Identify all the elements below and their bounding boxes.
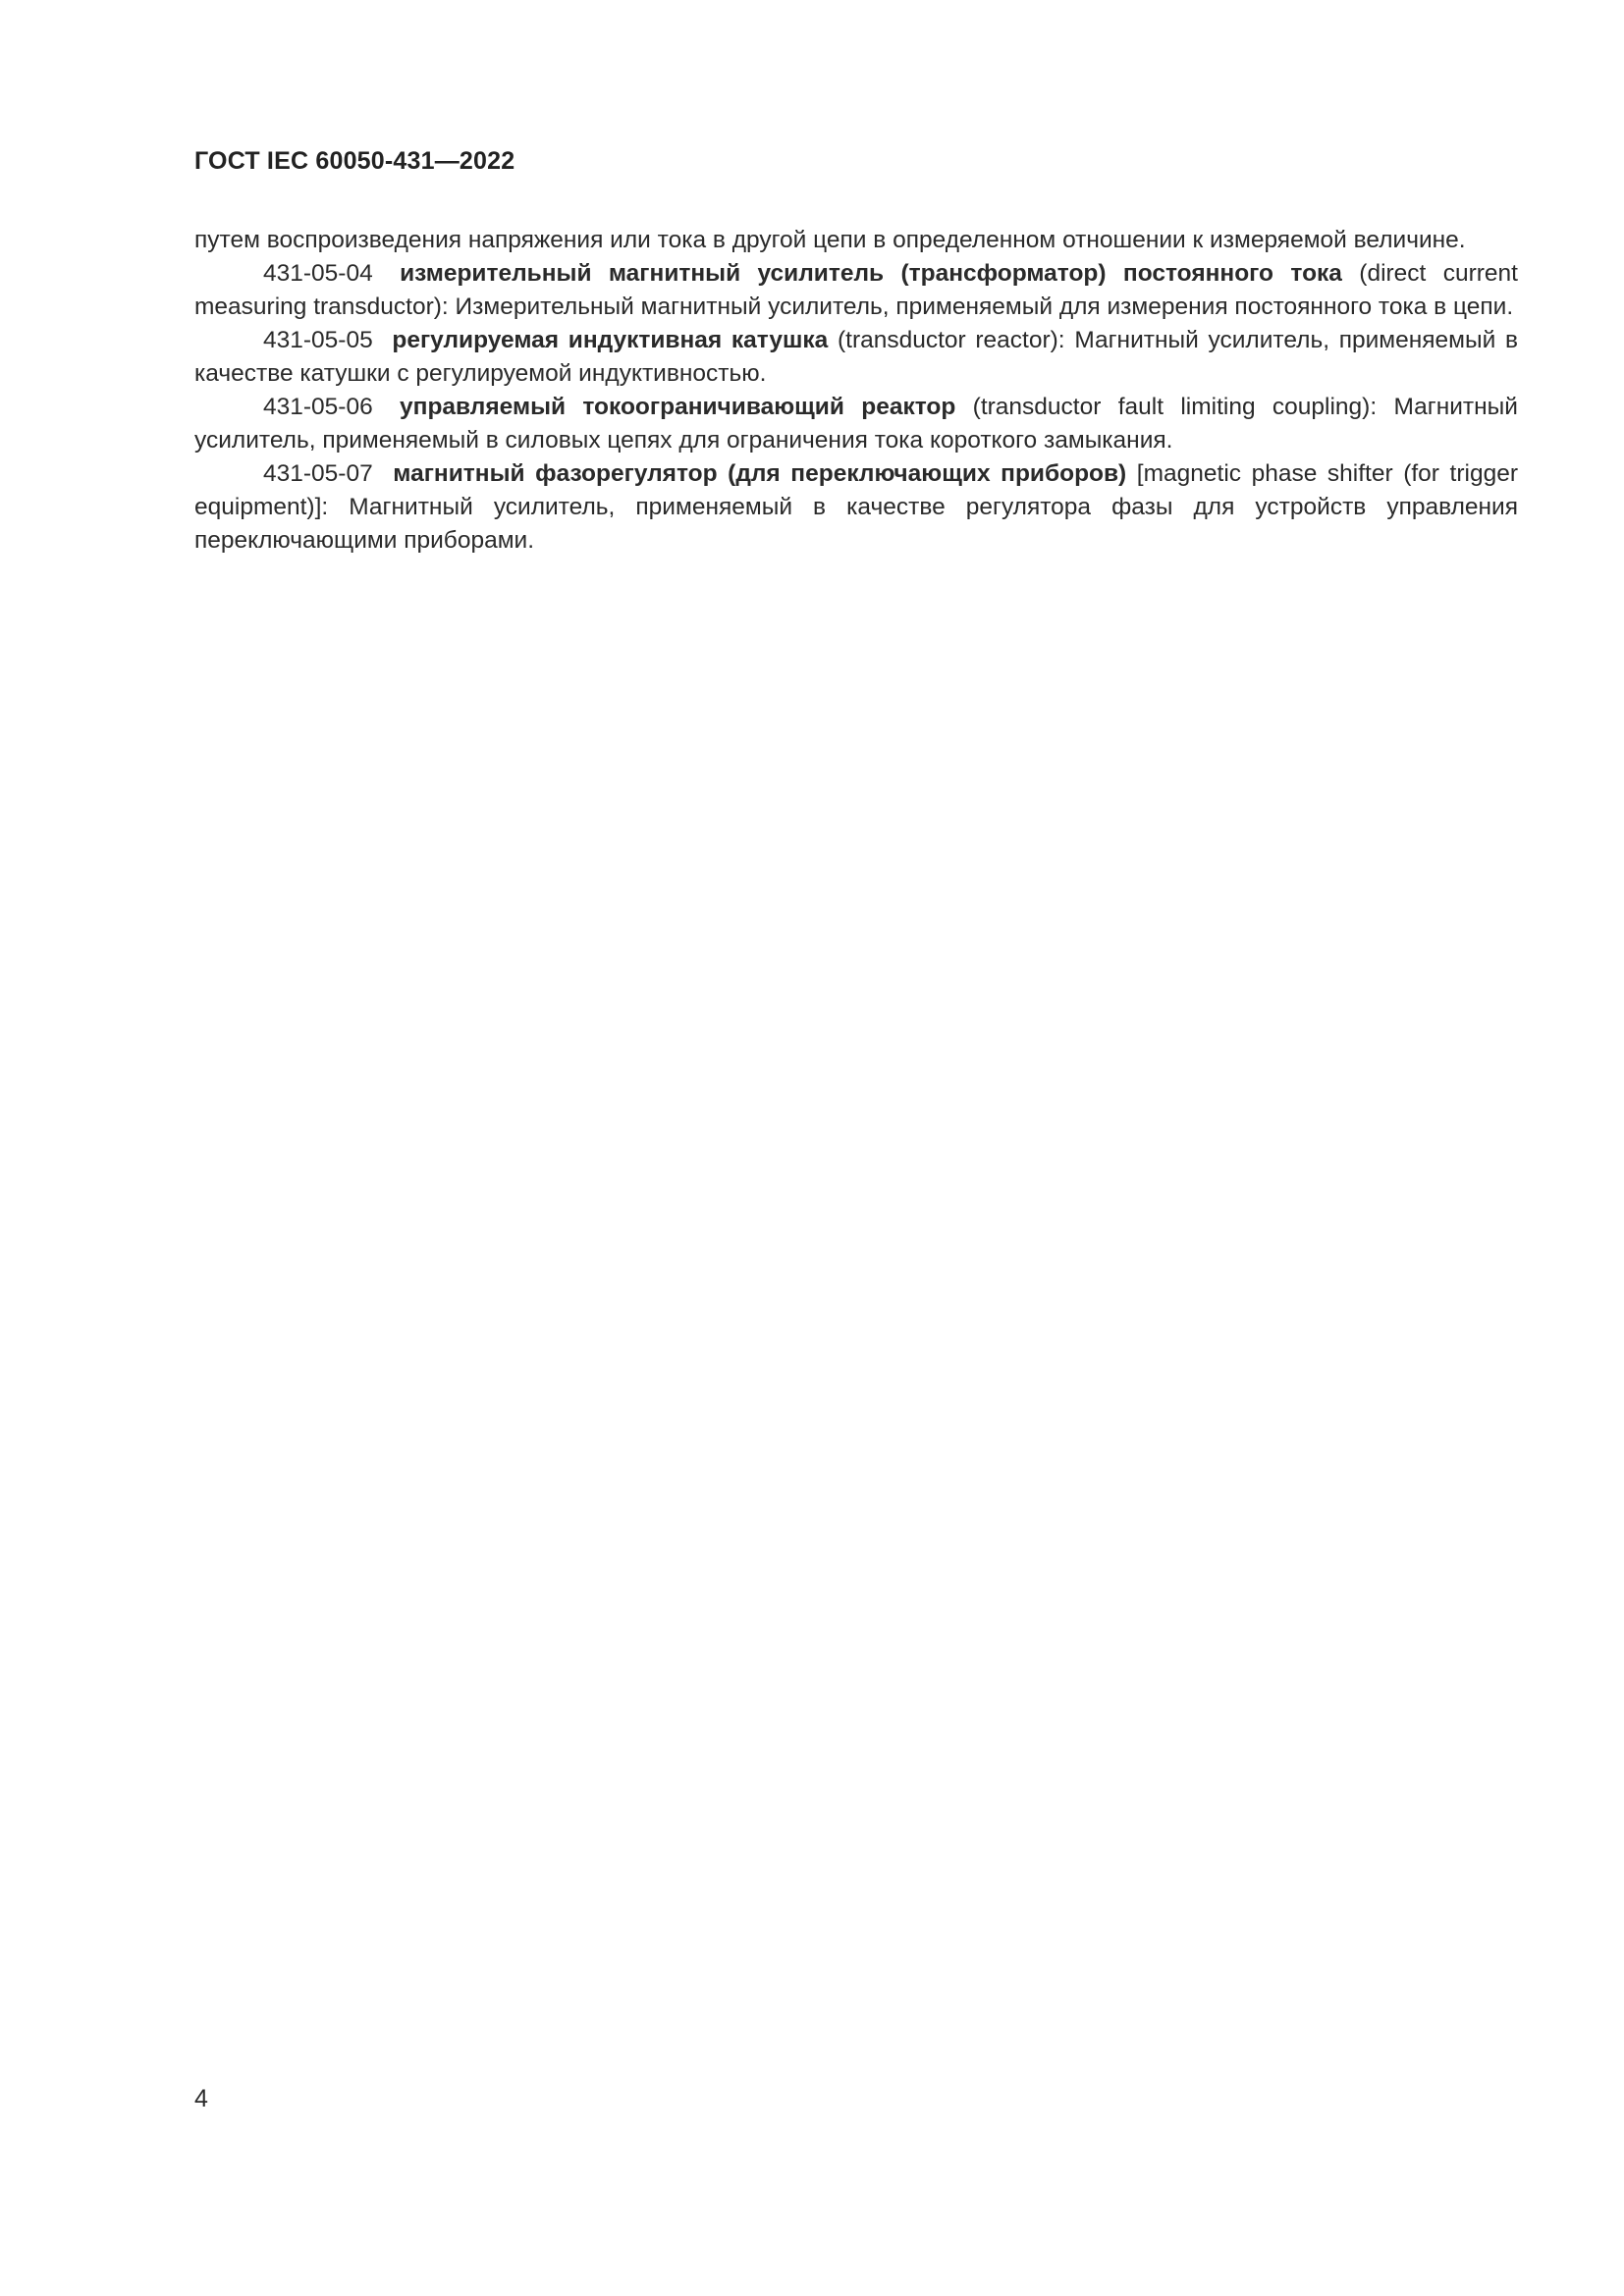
entry-number: 431-05-05: [263, 327, 373, 353]
document-header: ГОСТ IEC 60050-431—2022: [194, 147, 515, 175]
term-entry-431-05-06: [194, 391, 1518, 457]
entry-english-term: (transductor reactor):: [838, 327, 1065, 353]
entry-term: магнитный фазорегулятор (для переключающих приборов): [393, 460, 1127, 487]
entry-number: 431-05-07: [263, 460, 373, 487]
continuation-paragraph: путем воспроизведения напряжения или тока в другой цепи в определенном отношении к измеряемой величине.: [194, 227, 1466, 253]
term-entry-431-05-05: [194, 324, 1518, 391]
document-body: [194, 224, 1518, 558]
page-number: 4: [194, 2085, 208, 2112]
entry-english-term: [magnetic phase shifter (for trigger equipment)]:: [194, 460, 1518, 520]
entry-definition: Магнитный усилитель, применяемый в силовых цепях для ограничения тока короткого замыкания.: [194, 394, 1518, 454]
entry-definition: Магнитный усилитель, применяемый в качестве регулятора фазы для устройств управления переключающими приборами.: [194, 494, 1518, 554]
entry-number: 431-05-06: [263, 394, 373, 420]
entry-english-term: (direct current measuring transductor):: [194, 260, 1518, 320]
entry-definition: Измерительный магнитный усилитель, применяемый для измерения постоянного тока в цепи.: [455, 294, 1514, 320]
entry-term: управляемый токоограничивающий реактор: [400, 394, 956, 420]
entry-term: измерительный магнитный усилитель (трансформатор) постоянного тока: [400, 260, 1342, 287]
entry-number: 431-05-04: [263, 260, 373, 287]
term-entry-431-05-07: [194, 457, 1518, 558]
term-entry-431-05-04: [194, 257, 1518, 324]
entry-definition: Магнитный усилитель, применяемый в качестве катушки с регулируемой индуктивностью.: [194, 327, 1518, 387]
entry-term: регулируемая индуктивная катушка: [392, 327, 829, 353]
entry-english-term: (transductor fault limiting coupling):: [972, 394, 1378, 420]
